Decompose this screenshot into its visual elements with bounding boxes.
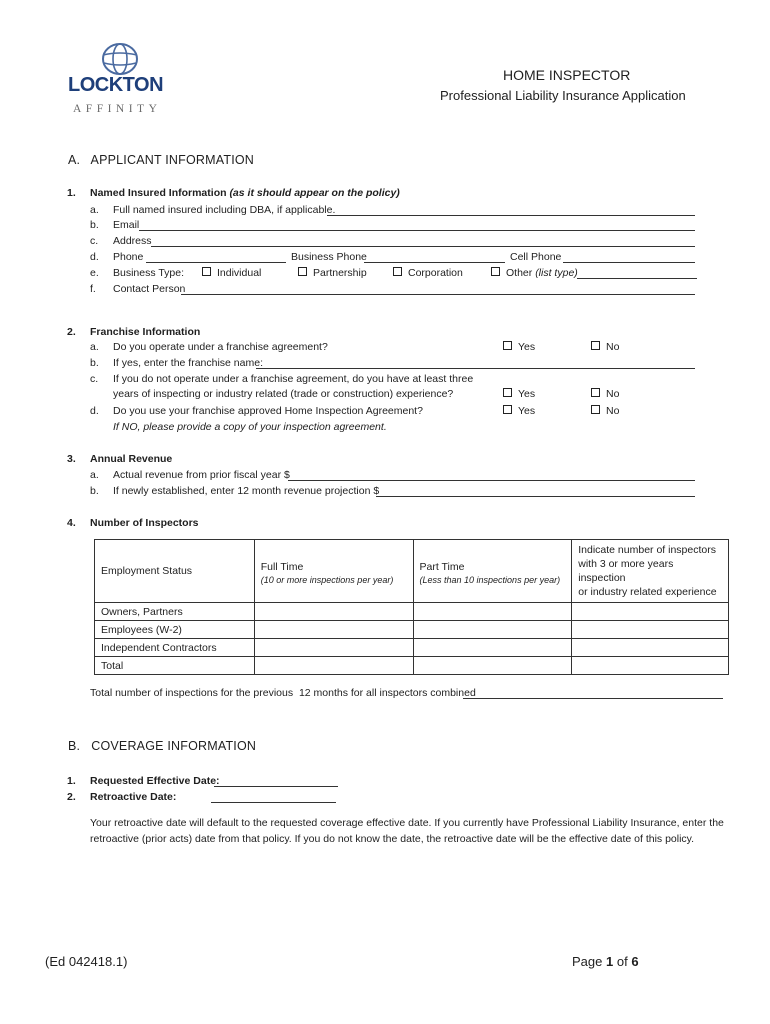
q1b-letter: b. [90, 219, 99, 231]
logo-sub: AFFINITY [73, 103, 162, 115]
q1-title [90, 187, 400, 199]
q3b-text: If newly established, enter 12 month revenue projection $ [113, 485, 380, 497]
option-label: Individual [217, 267, 262, 279]
phone-label: Phone [113, 251, 144, 263]
yes-label: Yes [518, 405, 536, 417]
globe-icon [100, 42, 140, 76]
q4-number: 4. [67, 517, 76, 529]
q2d-note: If NO, please provide a copy of your inspection agreement. [113, 421, 387, 433]
checkbox-icon[interactable] [393, 267, 402, 276]
cell-phone-field[interactable] [563, 262, 695, 263]
business-type-label: Business Type: [113, 267, 185, 279]
section-a-heading: A. APPLICANT INFORMATION [68, 153, 255, 167]
address-field[interactable] [151, 246, 695, 247]
q3-title: Annual Revenue [90, 453, 173, 465]
page-word: Page [572, 954, 603, 969]
col-part-time [413, 540, 572, 603]
q4-title: Number of Inspectors [90, 517, 199, 529]
business-phone-field[interactable] [364, 262, 505, 263]
q1-title-note: (as it should appear on the policy) [229, 187, 400, 199]
q1-title-text: Named Insured Information [90, 187, 227, 199]
q1a-label: Full named insured including DBA, if applicable. [113, 204, 336, 216]
q1b-label: Email [113, 219, 140, 231]
col-part-time-note: (Less than 10 inspections per year) [419, 575, 561, 585]
b2-number: 2. [67, 791, 76, 803]
option-note: (list type) [535, 267, 578, 279]
edition-number: (Ed 042418.1) [45, 954, 128, 969]
retroactive-date-field[interactable] [211, 802, 336, 803]
row-label: Total [95, 657, 255, 675]
option-label: Partnership [313, 267, 367, 279]
no-label: No [606, 405, 620, 417]
q1c-letter: c. [90, 235, 99, 247]
cell-input[interactable] [572, 657, 729, 675]
projected-revenue-field[interactable] [376, 496, 695, 497]
col-employment-status: Employment Status [95, 540, 255, 603]
yes-label: Yes [518, 341, 536, 353]
col-full-time-label: Full Time [260, 561, 304, 573]
checkbox-icon[interactable] [591, 405, 600, 414]
cell-input[interactable] [254, 639, 413, 657]
col-experienced-line2: with 3 or more years inspection [578, 558, 674, 584]
email-field[interactable] [139, 230, 695, 231]
q2d-text: Do you use your franchise approved Home Inspection Agreement? [113, 405, 423, 417]
cell-input[interactable] [254, 657, 413, 675]
checkbox-icon[interactable] [591, 341, 600, 350]
page-number [572, 954, 639, 969]
business-phone-label: Business Phone [291, 251, 367, 263]
q2a-text: Do you operate under a franchise agreement? [113, 341, 328, 353]
cell-input[interactable] [413, 639, 572, 657]
cell-input[interactable] [572, 621, 729, 639]
col-experienced-line1: Indicate number of inspectors [578, 544, 716, 556]
col-full-time-note: (10 or more inspections per year) [260, 575, 394, 585]
checkbox-individual[interactable] [202, 267, 261, 279]
q2d-yes[interactable] [503, 405, 535, 417]
q2a-letter: a. [90, 341, 99, 353]
yes-label: Yes [518, 388, 536, 400]
logo [66, 42, 178, 122]
q2b-letter: b. [90, 357, 99, 369]
no-label: No [606, 388, 620, 400]
cell-input[interactable] [572, 639, 729, 657]
page-subtitle: Professional Liability Insurance Application [440, 88, 686, 103]
q2c-letter: c. [90, 373, 99, 385]
q3b-letter: b. [90, 485, 99, 497]
q1d-letter: d. [90, 251, 99, 263]
q1c-label: Address [113, 235, 152, 247]
no-label: No [606, 341, 620, 353]
row-label: Employees (W-2) [95, 621, 255, 639]
q1a-field[interactable] [327, 215, 695, 216]
checkbox-icon[interactable] [503, 341, 512, 350]
q1e-letter: e. [90, 267, 99, 279]
checkbox-icon[interactable] [298, 267, 307, 276]
page-title: HOME INSPECTOR [503, 67, 631, 83]
checkbox-icon[interactable] [503, 405, 512, 414]
cell-phone-label: Cell Phone [510, 251, 562, 263]
checkbox-other[interactable] [491, 267, 578, 279]
checkbox-icon[interactable] [202, 267, 211, 276]
total-inspections-label: Total number of inspections for the previous 12 months for all inspectors combined [90, 687, 476, 699]
option-label: Corporation [408, 267, 463, 279]
q2b-text: If yes, enter the franchise name: [113, 357, 263, 369]
q2a-yes[interactable] [503, 341, 535, 353]
q2c-yes[interactable] [503, 388, 535, 400]
cell-input[interactable] [572, 603, 729, 621]
row-label: Independent Contractors [95, 639, 255, 657]
cell-input[interactable] [413, 621, 572, 639]
inspectors-table [94, 539, 729, 675]
q2-title: Franchise Information [90, 326, 201, 338]
col-full-time [254, 540, 413, 603]
total-inspections-field[interactable] [463, 698, 723, 699]
col-experienced [572, 540, 729, 603]
retroactive-date-label: Retroactive Date: [90, 791, 177, 803]
checkbox-partnership[interactable] [298, 267, 367, 279]
phone-field[interactable] [146, 262, 286, 263]
table-row [95, 639, 729, 657]
effective-date-field[interactable] [214, 786, 338, 787]
checkbox-icon[interactable] [591, 388, 600, 397]
section-b-heading: B. COVERAGE INFORMATION [68, 739, 257, 753]
q2c-no[interactable] [591, 388, 619, 400]
q3a-letter: a. [90, 469, 99, 481]
other-type-field[interactable] [577, 278, 697, 279]
q2c-text-1: If you do not operate under a franchise agreement, do you have at least three [113, 373, 474, 385]
logo-brand: LOCKTON [68, 74, 164, 96]
q2d-letter: d. [90, 405, 99, 417]
q3a-text: Actual revenue from prior fiscal year $ [113, 469, 290, 481]
prior-revenue-field[interactable] [288, 480, 695, 481]
cell-input[interactable] [413, 603, 572, 621]
col-experienced-line3: or industry related experience [578, 586, 717, 598]
cell-input[interactable] [254, 621, 413, 639]
checkbox-icon[interactable] [491, 267, 500, 276]
q1-number: 1. [67, 187, 76, 199]
franchise-name-field[interactable] [256, 368, 695, 369]
option-label: Other [506, 267, 533, 279]
retroactive-explanation-1: Your retroactive date will default to the requested coverage effective date. If you currently have Professional Liability Insurance, enter the [90, 817, 724, 829]
of-word: of [616, 954, 628, 969]
cell-input[interactable] [254, 603, 413, 621]
cell-input[interactable] [413, 657, 572, 675]
effective-date-label: Requested Effective Date: [90, 775, 220, 787]
table-row [95, 603, 729, 621]
q1f-letter: f. [90, 283, 96, 295]
q2d-no[interactable] [591, 405, 619, 417]
table-row [95, 621, 729, 639]
contact-person-label: Contact Person [113, 283, 186, 295]
q2c-text-2: years of inspecting or industry related (trade or construction) experience? [113, 388, 454, 400]
page-total: 6 [631, 954, 639, 969]
q2-number: 2. [67, 326, 76, 338]
row-label: Owners, Partners [95, 603, 255, 621]
page-current: 1 [606, 954, 614, 969]
contact-person-field[interactable] [181, 294, 695, 295]
table-header-row [95, 540, 729, 603]
col-part-time-label: Part Time [419, 561, 465, 573]
checkbox-icon[interactable] [503, 388, 512, 397]
checkbox-corporation[interactable] [393, 267, 463, 279]
table-row [95, 657, 729, 675]
q1a-letter: a. [90, 204, 99, 216]
b1-number: 1. [67, 775, 76, 787]
retroactive-explanation-2: retroactive (prior acts) date from that policy. If you do not know the date, the retroactive date will be the effective date of this policy. [90, 833, 695, 845]
q3-number: 3. [67, 453, 76, 465]
q2a-no[interactable] [591, 341, 619, 353]
